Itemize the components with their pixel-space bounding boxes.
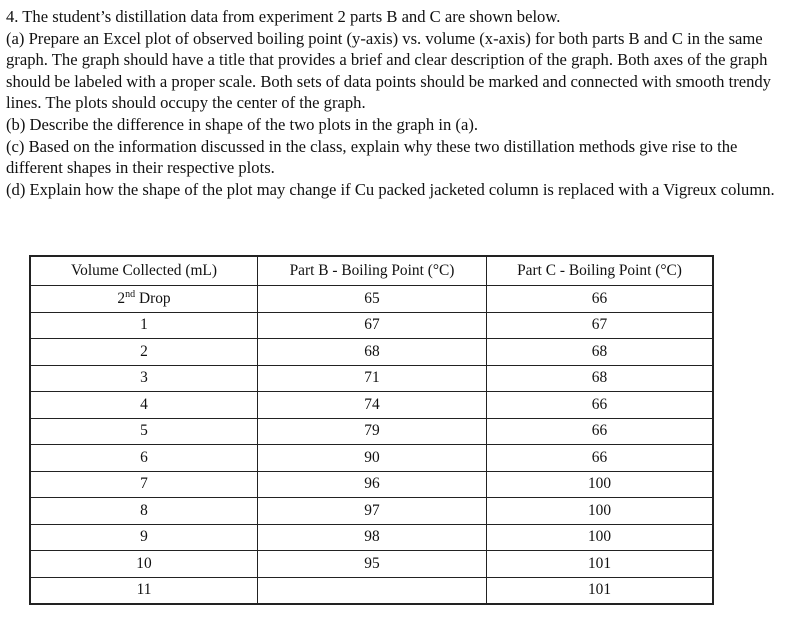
table-row bbox=[30, 392, 713, 419]
cell-volume: 3 bbox=[30, 365, 258, 392]
cell-volume: 2 bbox=[30, 339, 258, 366]
cell-part-c: 66 bbox=[487, 286, 714, 313]
cell-part-c: 101 bbox=[487, 577, 714, 604]
cell-part-b: 79 bbox=[258, 418, 487, 445]
volume-word: Drop bbox=[135, 289, 171, 307]
question-part-d: (d) Explain how the shape of the plot may change if Cu packed jacketed column is replaced with a Vigreux column. bbox=[6, 179, 775, 199]
header-volume: Volume Collected (mL) bbox=[30, 256, 258, 286]
cell-volume: 1 bbox=[30, 312, 258, 339]
cell-part-c: 68 bbox=[487, 365, 714, 392]
table-header-row bbox=[30, 256, 713, 286]
cell-volume: 6 bbox=[30, 445, 258, 472]
cell-volume: 11 bbox=[30, 577, 258, 604]
cell-part-b: 96 bbox=[258, 471, 487, 498]
distillation-data-table bbox=[29, 255, 714, 605]
cell-volume bbox=[30, 286, 258, 313]
table-row bbox=[30, 524, 713, 551]
table-row bbox=[30, 498, 713, 525]
cell-part-b: 95 bbox=[258, 551, 487, 578]
cell-volume: 8 bbox=[30, 498, 258, 525]
cell-part-b: 71 bbox=[258, 365, 487, 392]
table-row bbox=[30, 312, 713, 339]
cell-part-c: 67 bbox=[487, 312, 714, 339]
table-row bbox=[30, 339, 713, 366]
header-part-b: Part B - Boiling Point (°C) bbox=[258, 256, 487, 286]
cell-part-b: 67 bbox=[258, 312, 487, 339]
question-text bbox=[6, 6, 786, 200]
cell-volume: 9 bbox=[30, 524, 258, 551]
cell-part-c: 101 bbox=[487, 551, 714, 578]
question-part-c: (c) Based on the information discussed in the class, explain why these two distillation methods give rise to the different shapes in their respective plots. bbox=[6, 136, 738, 178]
table-row bbox=[30, 551, 713, 578]
cell-part-b: 90 bbox=[258, 445, 487, 472]
question-part-b: (b) Describe the difference in shape of the two plots in the graph in (a). bbox=[6, 114, 478, 134]
cell-part-c: 66 bbox=[487, 392, 714, 419]
table-row bbox=[30, 577, 713, 604]
volume-ordinal-suffix: nd bbox=[125, 288, 136, 300]
cell-part-c: 100 bbox=[487, 471, 714, 498]
cell-volume: 5 bbox=[30, 418, 258, 445]
cell-part-b: 74 bbox=[258, 392, 487, 419]
cell-part-b: 97 bbox=[258, 498, 487, 525]
cell-part-c: 66 bbox=[487, 418, 714, 445]
table-row bbox=[30, 445, 713, 472]
cell-part-c: 68 bbox=[487, 339, 714, 366]
cell-part-c: 100 bbox=[487, 524, 714, 551]
table-row bbox=[30, 365, 713, 392]
cell-part-c: 66 bbox=[487, 445, 714, 472]
volume-number: 2 bbox=[117, 289, 126, 307]
table-row bbox=[30, 286, 713, 313]
cell-volume: 7 bbox=[30, 471, 258, 498]
cell-part-c: 100 bbox=[487, 498, 714, 525]
cell-part-b: 98 bbox=[258, 524, 487, 551]
table-row bbox=[30, 471, 713, 498]
cell-volume: 4 bbox=[30, 392, 258, 419]
cell-part-b bbox=[258, 577, 487, 604]
question-part-a: (a) Prepare an Excel plot of observed boiling point (y-axis) vs. volume (x-axis) for both parts B and C in the same graph. The graph should have a title that provides a brief and clear description of the graph. Both axes of the graph should be labeled with a proper scale. Both sets of data points should be marked and connected with smooth trendy lines. The plots should occupy the center of the graph. bbox=[6, 28, 771, 113]
header-part-c: Part C - Boiling Point (°C) bbox=[487, 256, 714, 286]
cell-volume: 10 bbox=[30, 551, 258, 578]
table-row bbox=[30, 418, 713, 445]
question-intro: 4. The student’s distillation data from experiment 2 parts B and C are shown below. bbox=[6, 7, 561, 26]
cell-part-b: 68 bbox=[258, 339, 487, 366]
cell-part-b: 65 bbox=[258, 286, 487, 313]
